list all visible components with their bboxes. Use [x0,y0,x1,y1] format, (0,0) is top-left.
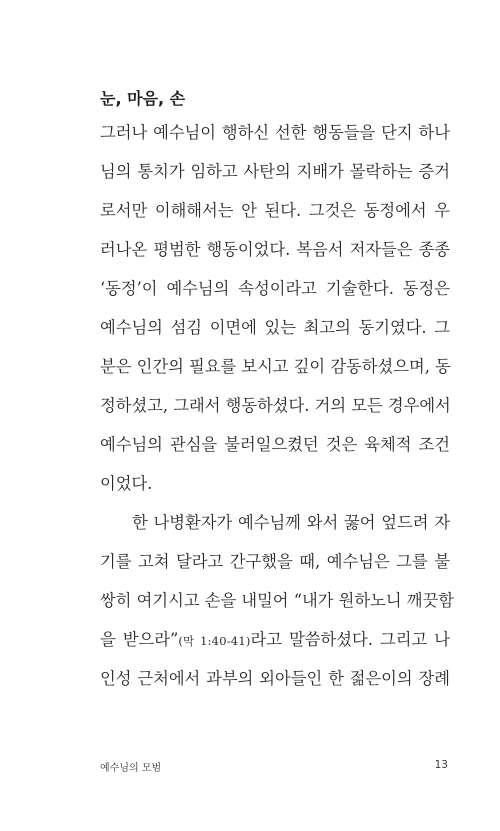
section-heading: 눈, 마음, 손 [100,89,186,108]
sentence-continuation: 라고 말씀하셨다. 그리고 나 [250,630,450,649]
body-line: 예수님의 섬김 이면에 있는 최고의 동기였다. 그 [100,318,450,337]
quote-end-text: 을 받으라” [100,630,179,649]
body-line: 예수님의 관심을 불러일으켰던 것은 육체적 조건 [100,435,450,454]
page-number: 13 [434,759,448,771]
body-line: 님의 통치가 임하고 사탄의 지배가 몰락하는 증거 [100,162,450,181]
body-line: 한 나병환자가 예수님께 와서 꿇어 엎드려 자 [132,513,450,532]
body-line: 이었다. [100,474,153,493]
body-line: 러나온 평범한 행동이었다. 복음서 저자들은 종종 [100,240,450,259]
running-footer-title: 예수님의 모범 [100,763,162,774]
body-line: 그러나 예수님이 행하신 선한 행동들을 단지 하나 [100,123,450,142]
body-line-with-citation [100,629,450,652]
body-line: 분은 인간의 필요를 보시고 깊이 감동하셨으며, 동 [100,357,451,376]
scripture-citation: (막 1:40-41) [178,634,251,648]
body-line: 인성 근처에서 과부의 외아들인 한 젊은이의 장례 [100,669,450,688]
body-line: 정하셨고, 그래서 행동하셨다. 거의 모든 경우에서 [100,396,451,415]
body-line: 기를 고쳐 달라고 간구했을 때, 예수님은 그를 불 [100,552,450,571]
body-line: ‘동정’이 예수님의 속성이라고 기술한다. 동정은 [100,279,450,298]
body-line: 쌍히 여기시고 손을 내밀어 “내가 원하노니 깨끗함 [100,591,454,610]
body-line: 로서만 이해해서는 안 된다. 그것은 동정에서 우 [100,201,450,220]
